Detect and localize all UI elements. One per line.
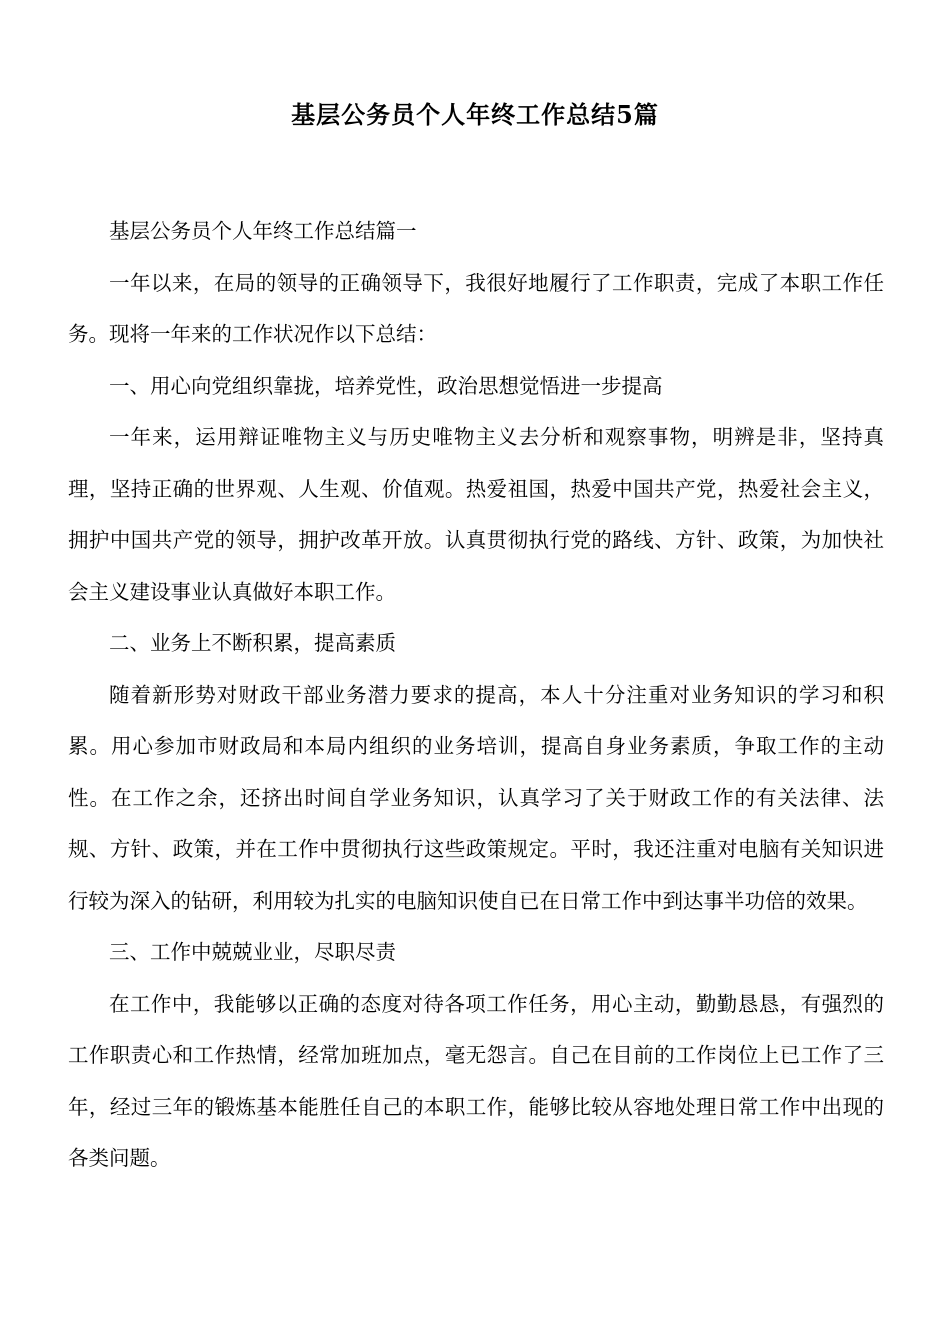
paragraph-politics: 一年来，运用辩证唯物主义与历史唯物主义去分析和观察事物，明辨是非，坚持真理，坚持正确的世界观、人生观、价值观。热爱祖国，热爱中国共产党，热爱社会主义，拥护中国共产党的领导，拥护改革开放。认真贯彻执行党的路线、方针、政策，为加快社会主义建设事业认真做好本职工作。 bbox=[68, 425, 884, 604]
paragraph-intro: 一年以来，在局的领导的正确领导下，我很好地履行了工作职责，完成了本职工作任务。现将一年来的工作状况作以下总结： bbox=[68, 270, 884, 346]
section-heading-1: 一、用心向党组织靠拢，培养党性，政治思想觉悟进一步提高 bbox=[109, 373, 663, 398]
paragraph-work-attitude: 在工作中，我能够以正确的态度对待各项工作任务，用心主动，勤勤恳恳，有强烈的工作职责心和工作热情，经常加班加点，毫无怨言。自己在目前的工作岗位上已工作了三年，经过三年的锻炼基本能胜任自己的本职工作，能够比较从容地处理日常工作中出现的各类问题。 bbox=[68, 991, 884, 1170]
section-heading-3: 三、工作中兢兢业业，尽职尽责 bbox=[109, 940, 396, 964]
paragraph-business: 随着新形势对财政干部业务潜力要求的提高，本人十分注重对业务知识的学习和积累。用心参加市财政局和本局内组织的业务培训，提高自身业务素质，争取工作的主动性。在工作之余，还挤出时间自学业务知识，认真学习了关于财政工作的有关法律、法规、方针、政策，并在工作中贯彻执行这些政策规定。平时，我还注重对电脑有关知识进行较为深入的钻研，利用较为扎实的电脑知识使自已在日常工作中到达事半功倍的效果。 bbox=[68, 682, 884, 913]
document-body bbox=[68, 206, 884, 1185]
section-heading-2: 二、业务上不断积累，提高素质 bbox=[109, 631, 396, 655]
section-heading-part-one: 基层公务员个人年终工作总结篇一 bbox=[109, 219, 417, 243]
document-title: 基层公务员个人年终工作总结5篇 bbox=[291, 100, 659, 129]
